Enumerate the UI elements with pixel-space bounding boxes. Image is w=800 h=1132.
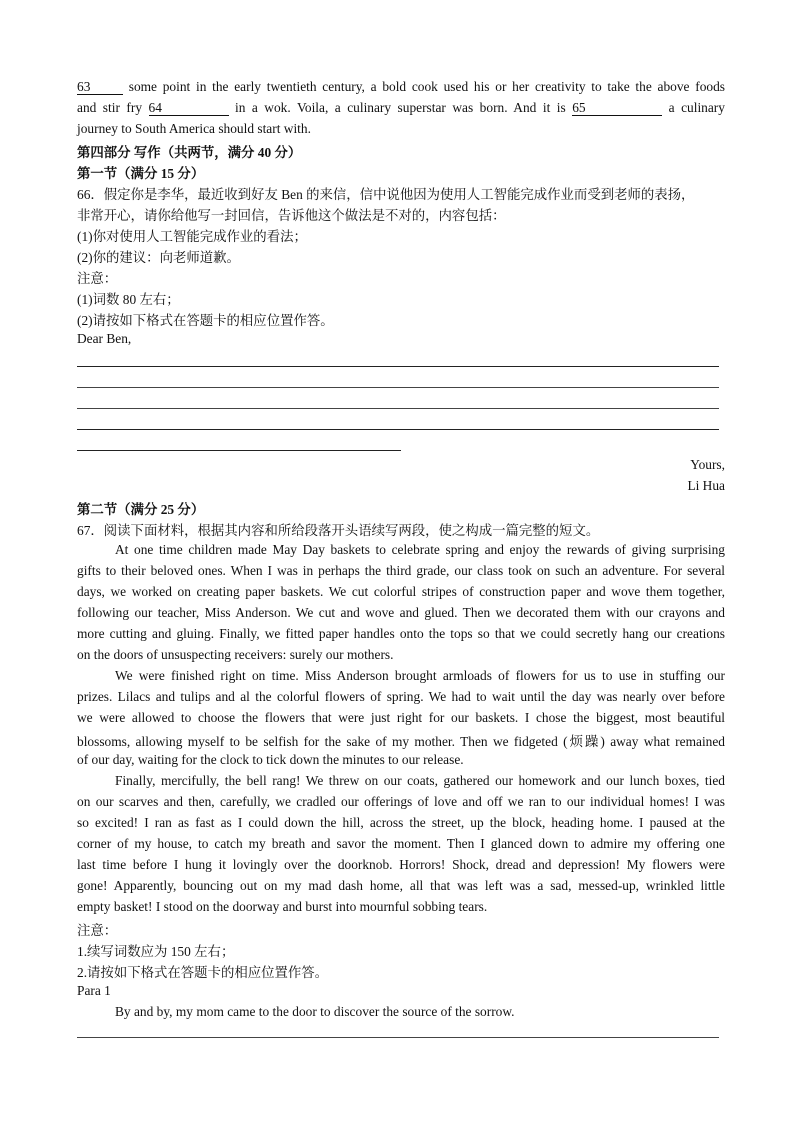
story-line: last time before I hung it lovingly over the doorknob. Horrors! Shock, dread and depression! My flowers were [77,857,725,872]
answer-line [77,1037,719,1038]
story-line: We were finished right on time. Miss Anderson brought armloads of flowers for us to use in stuffing our [115,668,725,683]
cloze-line-3: journey to South America should start with. [77,121,311,136]
story-line: more cutting and gluing. Finally, we fitted paper handles onto the tops so that we could secretly hang our creations [77,626,725,641]
letter-greeting: Dear Ben, [77,331,132,346]
q66-point-1: (1)你对使用人工智能完成作业的看法； [77,229,307,244]
section1-heading: 第一节（满分 15 分） [77,166,205,181]
story-line: corner of my house, to catch my breath and savor the moment. Then I glanced down to admire my offering one [77,836,725,851]
story-line: so excited! I ran as fast as I could down the hill, across the street, up the block, heading home. I paused at the [77,815,725,830]
cloze-text: in a wok. Voila, a culinary superstar was born. And it is [234,100,566,115]
story-line: on our scarves and then, carefully, we cradled our offerings of love and off we ran to our individual homes! I was [77,794,725,809]
q67-note-2: 2.请按如下格式在答题卡的相应位置作答。 [77,965,329,980]
q66-note-1: (1)词数 80 左右； [77,292,180,307]
letter-signature: Li Hua [687,478,725,493]
para-label: Para 1 [77,983,111,998]
story-line: days, we worked on creating paper baskets. We cut colorful stripes of construction paper and wove them together, [77,584,725,599]
blank-63: 63 [77,80,123,95]
answer-line [77,429,719,430]
q67-note-1: 1.续写词数应为 150 左右； [77,944,235,959]
story-line: on the doors of unsuspecting receivers: surely our mothers. [77,647,394,662]
cloze-line-2 [77,100,725,116]
blank-64: 64 [149,101,229,116]
q66-prompt-line-2: 非常开心，请你给他写一封回信，告诉他这个做法是不对的，内容包括： [77,208,506,223]
q67-note-label: 注意： [77,923,118,938]
q66-note-2: (2)请按如下格式在答题卡的相应位置作答。 [77,313,334,328]
q66-note-label: 注意： [77,271,118,286]
answer-line [77,387,719,388]
story-line: At one time children made May Day baskets to celebrate spring and enjoy the rewards of giving surprising [115,542,725,557]
para-opening-sentence: By and by, my mom came to the door to discover the source of the sorrow. [115,1004,515,1019]
cloze-line-1 [77,79,725,95]
blank-65: 65 [572,101,662,116]
answer-line [77,408,719,409]
story-line: prizes. Lilacs and tulips and al the colorful flowers of spring. We had to wait until the day was nearly over before [77,689,725,704]
story-line: Finally, mercifully, the bell rang! We threw on our coats, gathered our homework and our lunch boxes, tied [115,773,725,788]
section2-heading: 第二节（满分 25 分） [77,502,205,517]
q67-prompt: 67．阅读下面材料，根据其内容和所给段落开头语续写两段，使之构成一篇完整的短文。 [77,523,600,538]
story-line: we were allowed to choose the flowers that were just right for our baskets. I chose the biggest, most beautiful [77,710,725,725]
cloze-text: and stir fry [77,100,143,115]
story-line: following our teacher, Miss Anderson. We cut and wove and glued. Then we decorated them with our crayons and [77,605,725,620]
story-line: of our day, waiting for the clock to tick down the minutes to our release. [77,752,464,767]
story-line: blossoms, allowing myself to be selfish for the sake of my mother. Then we fidgeted (烦躁) away what remained [77,734,725,749]
letter-closing: Yours, [690,457,725,472]
story-line: gone! Apparently, bouncing out on my mad dash home, all that was left was a sad, messed-up, wrinkled little [77,878,725,893]
q66-point-2: (2)你的建议：向老师道歉。 [77,250,240,265]
q66-prompt-line-1: 66．假定你是李华，最近收到好友 Ben 的来信，信中说他因为使用人工智能完成作业而受到老师的表扬， [77,187,695,202]
cloze-text: a culinary [668,100,725,115]
story-line: empty basket! I stood on the doorway and burst into mournful sobbing tears. [77,899,488,914]
cloze-text: some point in the early twentieth century, a bold cook used his or her creativity to take the above foods [128,79,725,94]
part4-heading: 第四部分 写作（共两节，满分 40 分） [77,145,302,160]
answer-line [77,366,719,367]
answer-line [77,450,401,451]
story-line: gifts to their beloved ones. When I was in perhaps the third grade, our class took on such an adventure. For several [77,563,725,578]
